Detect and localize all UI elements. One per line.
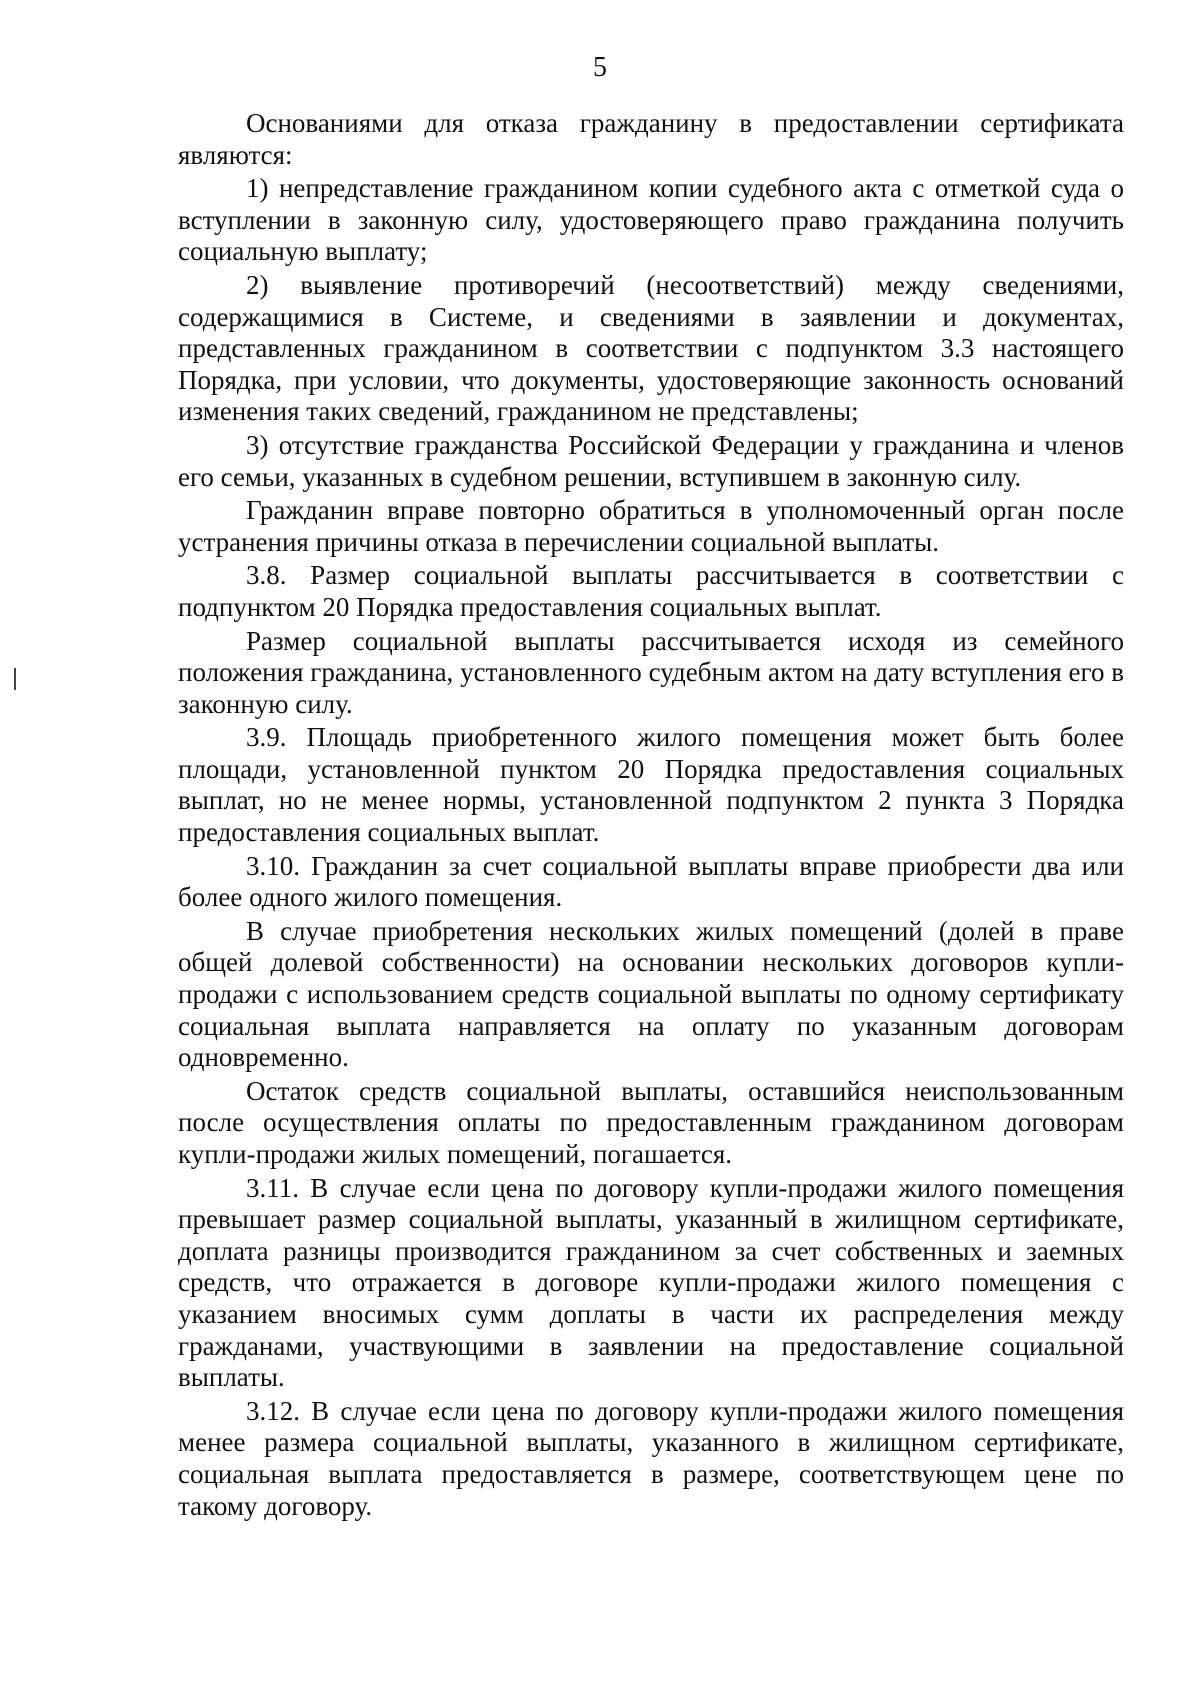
scan-margin-mark bbox=[14, 668, 16, 690]
paragraph-refusal-ground-3: 3) отсутствие гражданства Российской Федерации у гражданина и членов его семьи, указанных в судебном решении, вступившем в законную силу. bbox=[178, 429, 1124, 492]
document-body bbox=[178, 108, 1124, 1524]
paragraph-3-8: 3.8. Размер социальной выплаты рассчитывается в соответствии с подпунктом 20 Порядка предоставления социальных выплат. bbox=[178, 560, 1124, 622]
paragraph-3-9: 3.9. Площадь приобретенного жилого помещения может быть более площади, установленной пунктом 20 Порядка предоставления социальных выплат, но не менее нормы, установленной подпунктом 2 пункта 3 Порядка предоставления социальных выплат. bbox=[178, 722, 1124, 848]
paragraph-3-10: 3.10. Гражданин за счет социальной выплаты вправе приобрести два или более одного жилого помещения. bbox=[178, 850, 1124, 913]
page-number: 5 bbox=[593, 52, 607, 83]
paragraph-3-10-multiple: В случае приобретения нескольких жилых помещений (долей в праве общей долевой собственности) на основании нескольких договоров купли-продажи с использованием средств социальной выплаты по одному сертификату социальная выплата направляется на оплату по указанным договорам одновременно. bbox=[178, 915, 1124, 1073]
paragraph-3-10-remainder: Остаток средств социальной выплаты, оставшийся неиспользованным после осуществления оплаты по предоставленным гражданином договорам купли-продажи жилых помещений, погашается. bbox=[178, 1075, 1124, 1169]
paragraph-refusal-grounds-intro: Основаниями для отказа гражданину в предоставлении сертификата являются: bbox=[178, 108, 1124, 170]
paragraph-reapply: Гражданин вправе повторно обратиться в уполномоченный орган после устранения причины отказа в перечислении социальной выплаты. bbox=[178, 495, 1124, 557]
paragraph-refusal-ground-1: 1) непредставление гражданином копии судебного акта с отметкой суда о вступлении в законную силу, удостоверяющего право гражданина получить социальную выплату; bbox=[178, 173, 1124, 267]
paragraph-refusal-ground-2: 2) выявление противоречий (несоответствий) между сведениями, содержащимися в Системе, и сведениями в заявлении и документах, представленных гражданином в соответствии с подпунктом 3.3 настоящего Порядка, при условии, что документы, удостоверяющие законность оснований изменения таких сведений, гражданином не представлены; bbox=[178, 269, 1124, 427]
paragraph-3-12: 3.12. В случае если цена по договору купли-продажи жилого помещения менее размера социальной выплаты, указанного в жилищном сертификате, социальная выплата предоставляется в размере, соответствующем цене по такому договору. bbox=[178, 1395, 1124, 1521]
paragraph-3-8-family: Размер социальной выплаты рассчитывается исходя из семейного положения гражданина, установленного судебным актом на дату вступления его в законную силу. bbox=[178, 625, 1124, 719]
paragraph-3-11: 3.11. В случае если цена по договору купли-продажи жилого помещения превышает размер социальной выплаты, указанный в жилищном сертификате, доплата разницы производится гражданином за счет собственных и заемных средств, что отражается в договоре купли-продажи жилого помещения с указанием вносимых сумм доплаты в части их распределения между гражданами, участвующими в заявлении на предоставление социальной выплаты. bbox=[178, 1172, 1124, 1393]
